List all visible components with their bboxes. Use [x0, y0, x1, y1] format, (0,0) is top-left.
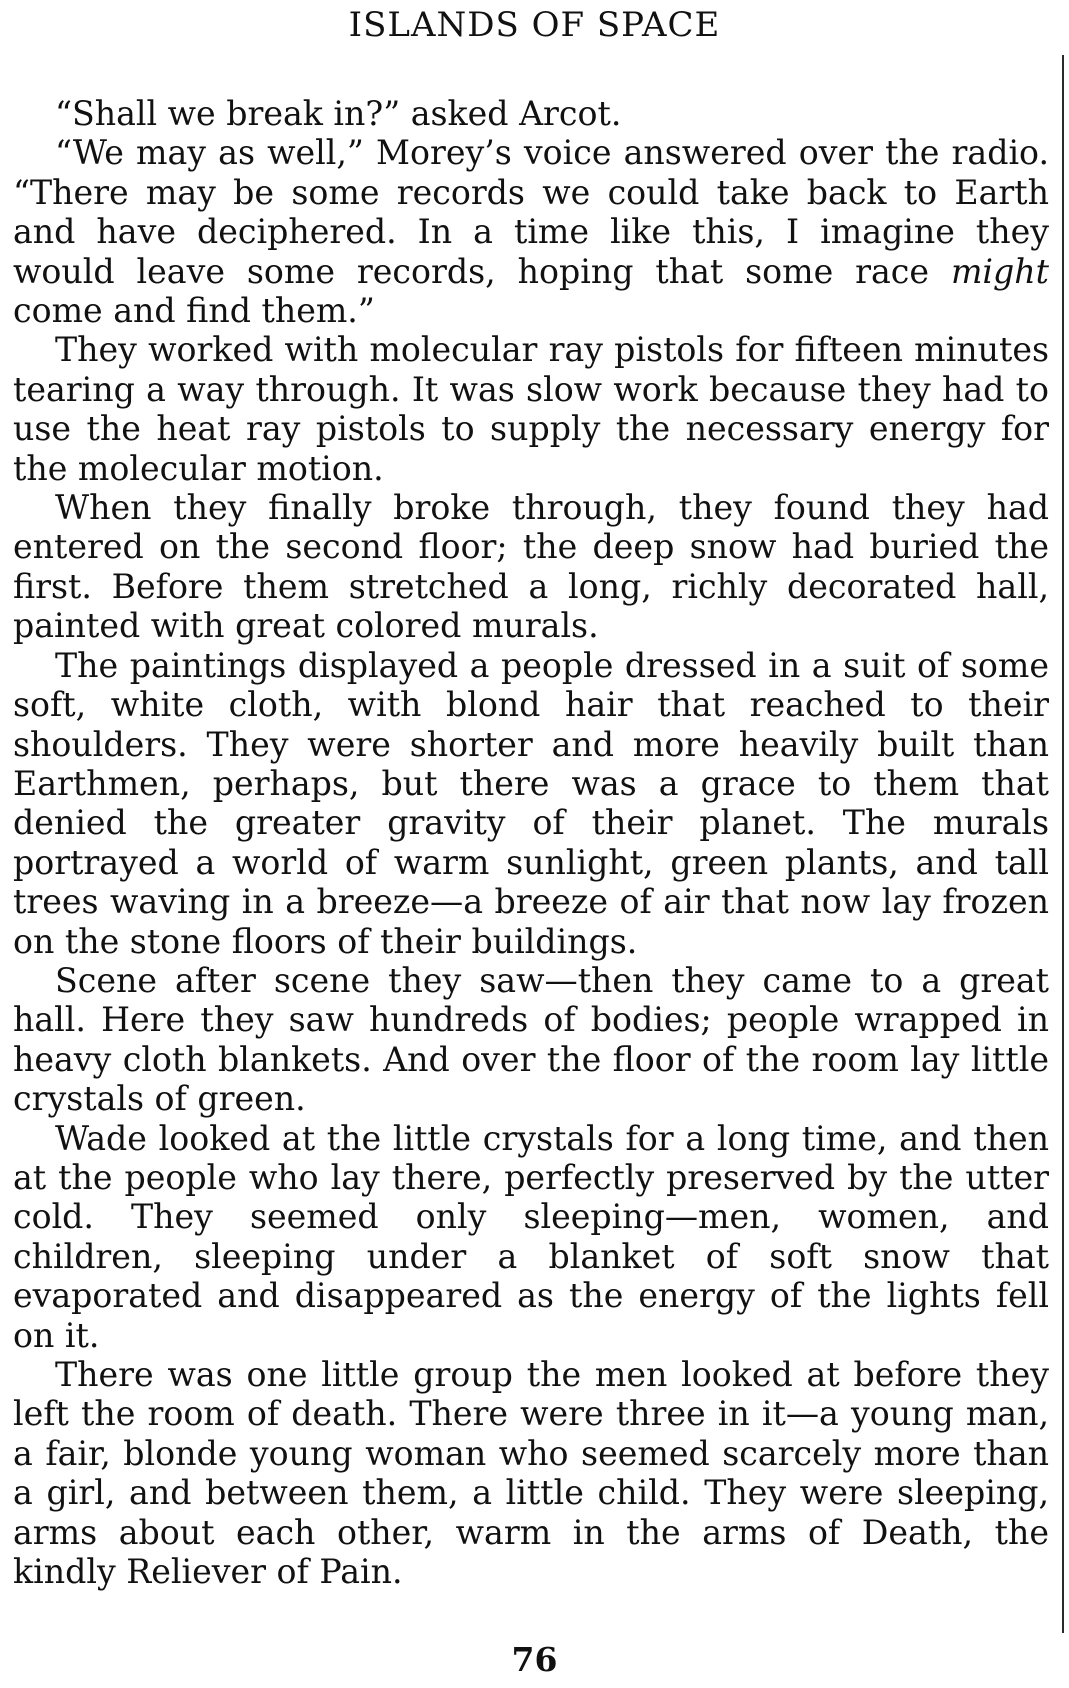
- paragraph-7: Wade looked at the little crystals for a long time, and then at the people who lay there, perfectly preserved by the utter cold. They seemed only sleeping—men, women, and children, sleeping under a blanket of soft snow that evaporated and disappeared as the energy of the lights fell on it.: [13, 1118, 1049, 1355]
- paragraph-6: Scene after scene they saw—then they came to a great hall. Here they saw hundreds of bodies; people wrapped in heavy cloth blankets. And over the floor of the room lay little crystals of green.: [13, 960, 1049, 1119]
- paragraph-2-emphasis: might: [950, 251, 1049, 291]
- page-edge-rule: [1062, 55, 1064, 1633]
- paragraph-1: “Shall we break in?” asked Arcot.: [55, 94, 622, 133]
- paragraph-2-text: “We may as well,” Morey’s voice answered over the radio. “There may be some records we could take back to Earth and have deciphered. In a time like this, I imagine they would leave some records, hoping that some race: [13, 133, 1049, 291]
- paragraph-5: The paintings displayed a people dressed in a suit of some soft, white cloth, with blond hair that reached to their shoulders. They were shorter and more heavily built than Earthmen, perhaps, but there was a grace to them that denied the greater gravity of their planet. The murals portrayed a world of warm sunlight, green plants, and tall trees waving in a breeze—a breeze of air that now lay frozen on the stone floors of their buildings.: [13, 645, 1049, 961]
- paragraph-8: There was one little group the men looked at before they left the room of death. There were three in it—a young man, a fair, blonde young woman who seemed scarcely more than a girl, and between them, a little child. They were sleeping, arms about each other, warm in the arms of Death, the kindly Reliever of Pain.: [13, 1355, 1049, 1592]
- body-text: [13, 94, 1049, 1591]
- paragraph-3: They worked with molecular ray pistols for fifteen minutes tearing a way through. It was slow work because they had to use the heat ray pistols to supply the necessary energy for the molecular motion.: [13, 330, 1049, 488]
- paragraph-2-after: come and find them.”: [13, 291, 375, 331]
- paragraph-2: [13, 133, 1049, 330]
- page-number: 76: [511, 1640, 558, 1679]
- paragraph-4: When they finally broke through, they found they had entered on the second floor; the deep snow had buried the first. Before them stretched a long, richly decorated hall, painted with great colored murals.: [13, 488, 1049, 646]
- running-header: ISLANDS OF SPACE: [348, 5, 721, 45]
